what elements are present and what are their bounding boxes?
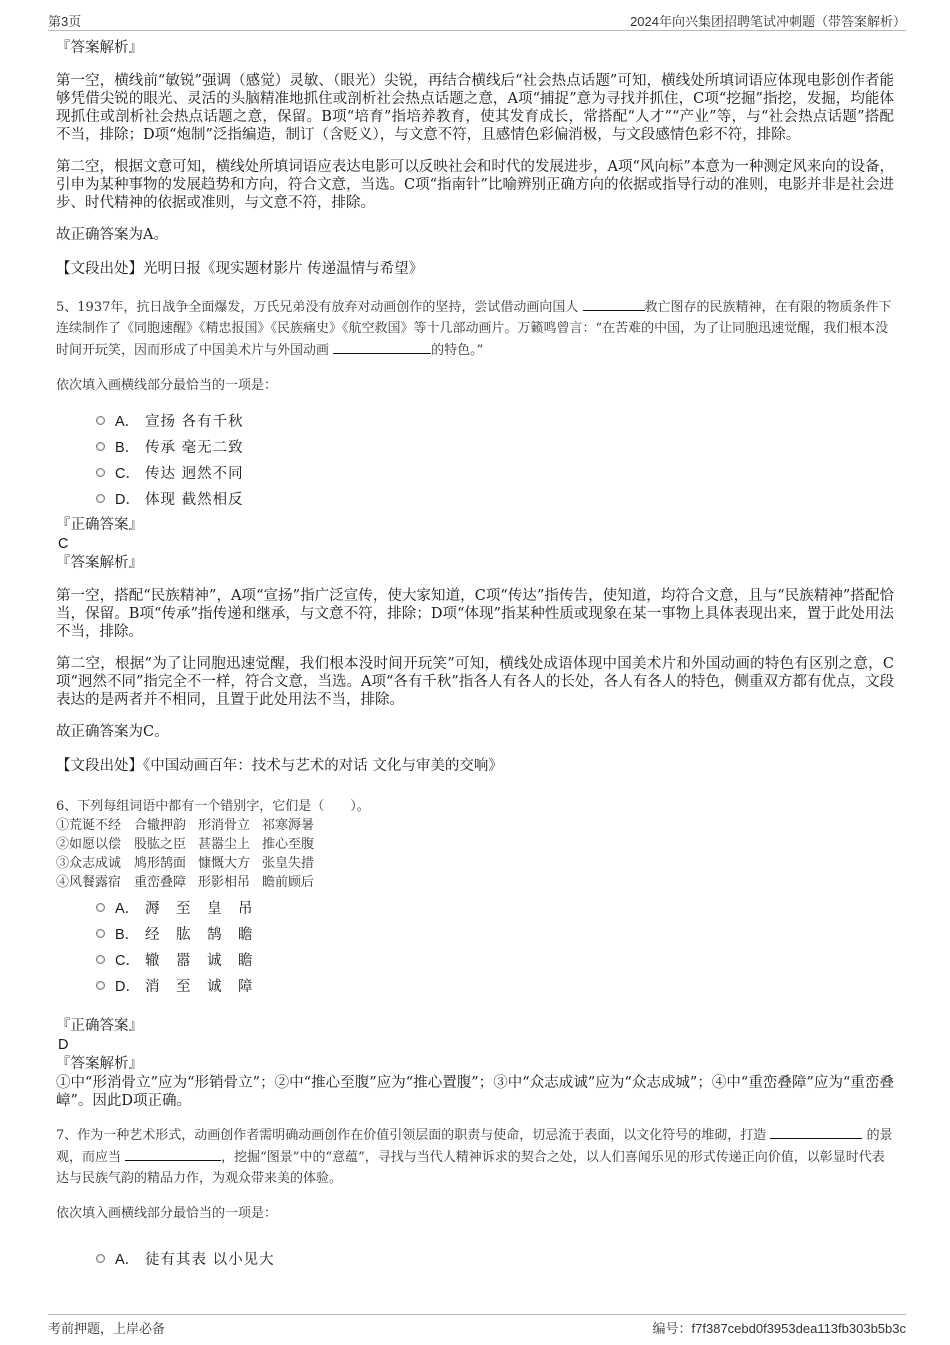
word-item: 瞻前顾后	[262, 875, 315, 890]
q7-text-3: ，挖掘“图景”中的“意蕴”，寻找与当代人精神诉求的契合之处，以人们喜闻乐见的形式传递正向价值，以彰显时代表达与民族气韵的精品力作，为观众带来美的体验。	[56, 1150, 885, 1186]
q5-blank-1	[583, 296, 645, 311]
page-footer	[48, 1314, 906, 1337]
q7-text-1: 7、作为一种艺术形式，动画创作者需明确动画创作在价值引领层面的职责与使命，切忌流于表面，以文化符号的堆砌，打造	[56, 1128, 767, 1143]
option-text: 溽 至 皇 吊	[145, 900, 254, 917]
word-item: 祁寒溽暑	[262, 818, 315, 833]
q6-row	[56, 835, 894, 854]
q6-analysis: ①中“形消骨立”应为“形销骨立”；②中“推心至腹”应为“推心置腹”；③中“众志成诚”应为“众志成城”；④中“重峦叠障”应为“重峦叠嶂”。因此D项正确。	[56, 1075, 894, 1109]
q7-question	[56, 1124, 894, 1189]
word-item: 合辙押韵	[134, 818, 187, 833]
q5-text-2: 救亡图存的民族精神，在有限的物质条件下连续制作了《同胞速醒》《精忠报国》《民族痛史》《航空救国》等十几部动画片。万籁鸣曾言：“在苦难的中国，为了让同胞迅速觉醒，我们根本没时间开玩笑，因而形成了中国美术片与外国动画	[56, 300, 892, 358]
q7-prompt: 依次填入画横线部分最恰当的一项是：	[56, 1206, 278, 1221]
analysis-label: 『答案解析』	[56, 40, 143, 56]
option-text: 辙 嚣 诚 瞻	[145, 952, 254, 969]
q6-option-c[interactable]	[96, 946, 894, 972]
page-content	[56, 38, 894, 1271]
q5-text-3: 的特色。”	[431, 343, 484, 358]
q6-row	[56, 854, 894, 873]
q6-option-a[interactable]	[96, 894, 894, 920]
radio-icon[interactable]	[96, 442, 105, 451]
q5-question	[56, 296, 894, 361]
q5-prompt: 依次填入画横线部分最恰当的一项是：	[56, 378, 278, 393]
q5-conclusion: 故正确答案为C。	[56, 724, 169, 740]
word-item: ③众志成诚	[56, 856, 122, 871]
q7-options	[96, 1245, 894, 1271]
q4-analysis-para-2: 第二空，根据文意可知，横线处所填词语应表达电影可以反映社会和时代的发展进步，A项“风向标”本意为一种测定风来向的设备，引申为某种事物的发展趋势和方向，符合文意，当选。C项“指南针”比喻辨别正确方向的依据或指导行动的准则，电影并非是社会进步、时代精神的依据或准则，与文意不符，排除。	[56, 159, 894, 211]
page-number: 第3页	[48, 13, 82, 29]
q5-blank-2	[333, 339, 431, 354]
q7-option-a[interactable]	[96, 1245, 894, 1271]
word-item: 推心至腹	[262, 837, 315, 852]
q5-analysis-para-2: 第二空，根据“为了让同胞迅速觉醒，我们根本没时间开玩笑”可知，横线处成语体现中国美术片和外国动画的特色有区别之意，C项“迥然不同”指完全不一样，符合文意，当选。A项“各有千秋”指各人有各人的长处，各人有各人的特色，侧重双方都有优点，文段表达的是两者并不相同，且置于此处用法不当，排除。	[56, 656, 894, 708]
q4-source: 【文段出处】光明日报《现实题材影片 传递温情与希望》	[56, 261, 424, 277]
word-item: ④风餐露宿	[56, 875, 122, 890]
q7-text-2: 的景观，而应当	[56, 1128, 893, 1165]
q7-blank-1	[770, 1124, 862, 1139]
option-text: 徒有其表 以小见大	[145, 1251, 275, 1268]
option-key: A．	[115, 413, 140, 430]
word-item: 股肱之臣	[134, 837, 187, 852]
option-text: 传达 迥然不同	[145, 465, 244, 482]
word-item: 张皇失措	[262, 856, 315, 871]
word-item: 慷慨大方	[198, 856, 251, 871]
q6-option-b[interactable]	[96, 920, 894, 946]
option-key: B．	[115, 439, 140, 456]
q5-text-1: 5、1937年，抗日战争全面爆发，万氏兄弟没有放弃对动画创作的坚持，尝试借动画向国人	[56, 300, 579, 315]
q6-word-groups	[56, 816, 894, 892]
option-key: B．	[115, 926, 140, 943]
option-key: A．	[115, 1251, 140, 1268]
word-item: ①荒诞不经	[56, 818, 122, 833]
radio-icon[interactable]	[96, 416, 105, 425]
option-text: 消 至 诚 障	[145, 978, 254, 995]
q5-source: 【文段出处】《中国动画百年：技术与艺术的对话 文化与审美的交响》	[56, 758, 503, 774]
footer-slogan: 考前押题，上岸必备	[48, 1320, 166, 1336]
option-key: A．	[115, 900, 140, 917]
q5-option-d[interactable]	[96, 485, 894, 511]
option-key: C．	[115, 952, 140, 969]
radio-icon[interactable]	[96, 929, 105, 938]
option-text: 传承 毫无二致	[145, 439, 244, 456]
q6-row	[56, 816, 894, 835]
q5-correct-answer: C	[58, 536, 69, 552]
radio-icon[interactable]	[96, 903, 105, 912]
radio-icon[interactable]	[96, 468, 105, 477]
q6-correct-answer: D	[58, 1037, 69, 1053]
option-text: 宣扬 各有千秋	[145, 413, 244, 430]
q5-option-b[interactable]	[96, 433, 894, 459]
q6-analysis-label: 『答案解析』	[56, 1056, 143, 1072]
radio-icon[interactable]	[96, 981, 105, 990]
q5-correct-label: 『正确答案』	[56, 517, 143, 533]
q6-options	[96, 894, 894, 998]
option-key: C．	[115, 465, 140, 482]
document-title: 2024年向兴集团招聘笔试冲刺题（带答案解析）	[630, 13, 906, 29]
word-item: 甚嚣尘上	[198, 837, 251, 852]
word-item: 重峦叠障	[134, 875, 187, 890]
q6-question: 6、下列每组词语中都有一个错别字，它们是（ ）。	[56, 799, 370, 814]
q5-options	[96, 407, 894, 511]
word-item: 形影相吊	[198, 875, 251, 890]
q4-conclusion: 故正确答案为A。	[56, 227, 168, 243]
radio-icon[interactable]	[96, 955, 105, 964]
q5-analysis-para-1: 第一空，搭配“民族精神”，A项“宣扬”指广泛宣传，使大家知道，C项“传达”指传告，使知道，均符合文意，且与“民族精神”搭配恰当，保留。B项“传承”指传递和继承，与文意不符，排除；D项“体现”指某种性质或现象在某一事物上具体表现出来，置于此处用法不当，排除。	[56, 588, 894, 640]
q7-blank-2	[125, 1146, 221, 1161]
word-item: 鸠形鹄面	[134, 856, 187, 871]
option-key: D．	[115, 491, 140, 508]
option-text: 体现 截然相反	[145, 491, 244, 508]
radio-icon[interactable]	[96, 1254, 105, 1263]
word-item: ②如愿以偿	[56, 837, 122, 852]
q5-option-c[interactable]	[96, 459, 894, 485]
word-item: 形消骨立	[198, 818, 251, 833]
option-text: 经 肱 鹄 瞻	[145, 926, 254, 943]
q6-row	[56, 873, 894, 892]
q5-analysis-label: 『答案解析』	[56, 555, 143, 571]
document-id: 编号：f7f387cebd0f3953dea113fb303b5b3c	[652, 1320, 906, 1336]
q4-analysis-para-1: 第一空，横线前“敏锐”强调（感觉）灵敏、（眼光）尖锐，再结合横线后“社会热点话题”可知，横线处所填词语应体现电影创作者能够凭借尖锐的眼光、灵活的头脑精准地抓住或剖析社会热点话题之意，A项“捕捉”意为寻找并抓住，C项“挖掘”指挖，发掘，均能体现抓住或剖析社会热点话题之意，保留。B项“培育”指培养教育，使其发育成长，常搭配“人才”“产业”等，与“社会热点话题”搭配不当，排除；D项“炮制”泛指编造，制订（含贬义），与文意不符，且感情色彩偏消极，与文段感情色彩不符，排除。	[56, 73, 894, 143]
radio-icon[interactable]	[96, 494, 105, 503]
q6-correct-label: 『正确答案』	[56, 1018, 143, 1034]
option-key: D．	[115, 978, 140, 995]
q5-option-a[interactable]	[96, 407, 894, 433]
page-header	[48, 10, 906, 31]
q6-option-d[interactable]	[96, 972, 894, 998]
